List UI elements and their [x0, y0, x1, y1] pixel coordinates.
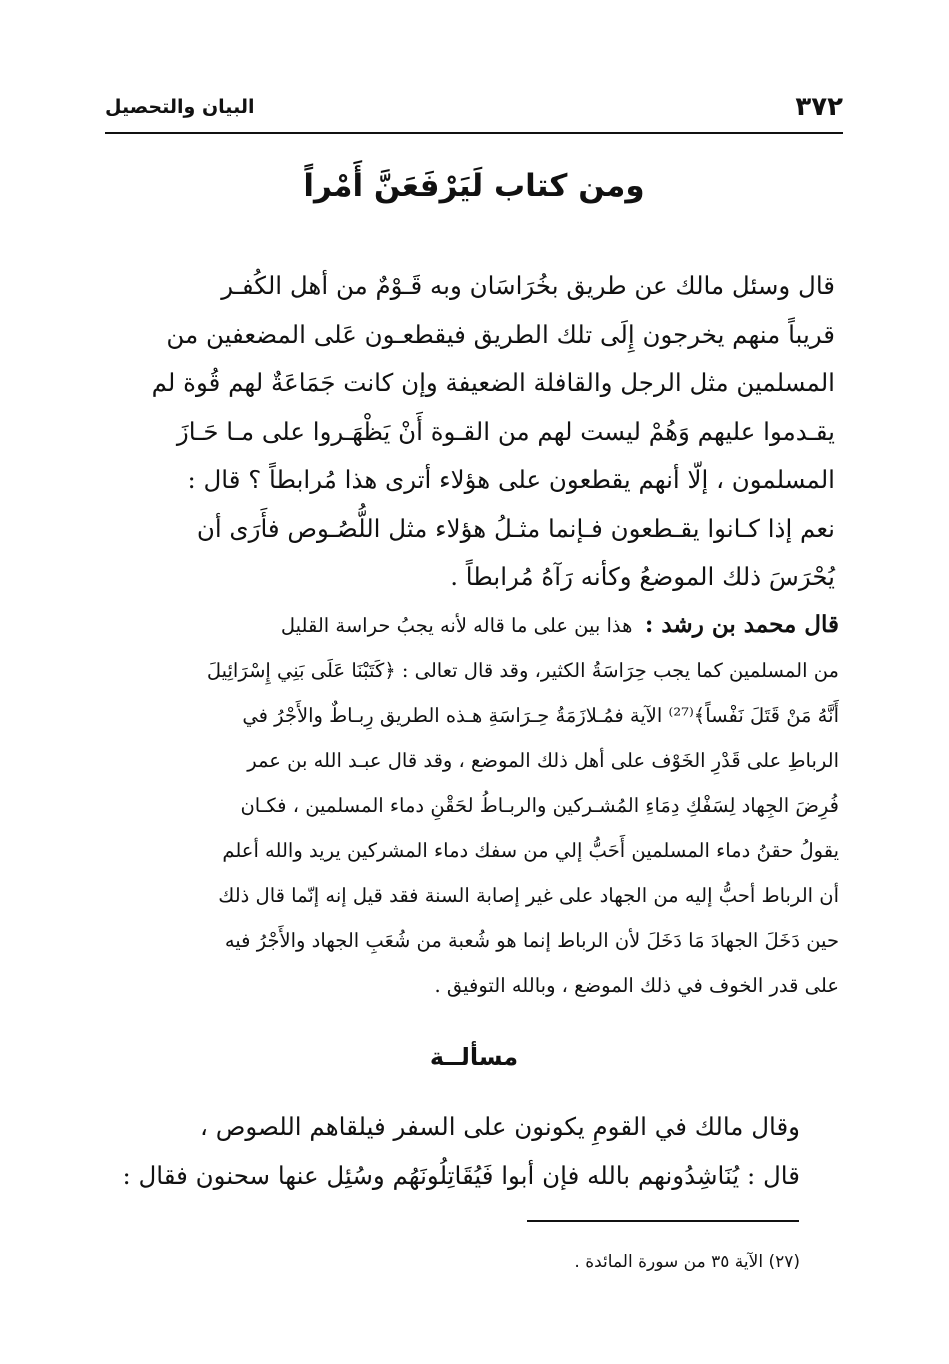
text-line: المسلمون ، إلّا أنهم يقطعون على هؤلاء أترى هذا مُرابطاً ؟ قال :: [187, 465, 835, 494]
text-line: قال وسئل مالك عن طريق بخُرَاسَان وبه قَـوْمٌ من أهل الكُفـر: [221, 271, 835, 300]
text-line: من المسلمين كما يجب حِرَاسَةُ الكثير، وقد قال تعالى : ﴿كَتَبْنَا عَلَى بَنِي إِسْرَائِيلَ: [206, 659, 839, 682]
text-line: أَنَّهُ مَنْ قَتَلَ نَفْساً﴾⁽²⁷⁾ الآية فمُـلازَمَةُ حِـرَاسَةِ هـذه الطريق رِبـاطٌ والأَجْرُ في: [242, 704, 839, 727]
text-line: [103, 602, 839, 648]
text-line: المسلمين مثل الرجل والقافلة الضعيفة وإن كانت جَمَاعَةٌ لهم قُوة لم: [151, 368, 835, 397]
footnote-rule: [527, 1220, 799, 1222]
text-line: أن الرباط أحبُّ إليه من الجهاد على غير إصابة السنة فقد قيل إنه إنّما قال ذلك: [218, 884, 839, 907]
text-line: فُرِضَ الجِهاد لِسَفْكِ دِمَاءِ المُشـركين والربـاطُ لحَقْنِ دماء المسلمين ، فكـان: [240, 794, 839, 817]
commentary-lead: قال محمد بن رشد :: [644, 611, 839, 638]
text-line: حين دَخَلَ الجهادَ مَا دَخَلَ لأن الرباط إنما هو شُعبة من شُعَبِ الجهاد والأَجْرُ فيه: [224, 929, 839, 952]
text-line: قال : يُنَاشِدُونهم بالله فإن أبوا فَيُقَاتِلُونَهُم وسُئِل عنها سحنون فقال :: [122, 1160, 800, 1190]
page-number: ٣٧٢: [795, 92, 843, 122]
text-line: يقـدموا عليهم وَهُمْ ليست لهم من القـوة أَنْ يَظْهَـروا على مـا حَـازَ: [176, 416, 835, 446]
text-line: الرباطِ على قَدْرِ الخَوْف على أهل ذلك الموضع ، وقد قال عبـد الله بن عمر: [247, 749, 839, 772]
chapter-title: ومن كتاب لَيَرْفَعَنَّ أَمْراً: [303, 168, 645, 204]
text-line: وقال مالك في القومِ يكونون على السفر فيلقاهم اللصوص ،: [200, 1112, 800, 1141]
paragraph-commentary: [103, 602, 839, 1008]
page-header: [105, 92, 843, 130]
commentary-first-line: هذا بين على ما قاله لأنه يجبُ حراسة القليل: [280, 614, 633, 637]
paragraph-question: [108, 262, 835, 602]
text-line: على قدر الخوف في ذلك الموضع ، وبالله التوفيق .: [434, 974, 839, 997]
text-line: يقولُ حقنُ دماء المسلمين أَحَبُّ إلي من سفك دماء المشركين يريد والله أعلم: [222, 839, 839, 862]
paragraph-issue: [108, 1103, 800, 1200]
text-line: يُحْرَسَ ذلك الموضعُ وكأنه رَآهُ مُرابطاً .: [450, 562, 835, 591]
section-heading: مسألــة: [429, 1043, 519, 1071]
header-rule: [105, 132, 843, 134]
footnote: (٢٧) الآية ٣٥ من سورة المائدة .: [574, 1252, 800, 1272]
text-line: قريباً منهم يخرجون إِلَى تلك الطريق فيقطعـون عَلى المضعفين من: [166, 319, 835, 349]
text-line: نعم إذا كـانوا يقـطعون فـإنما مثـلُ هؤلاء مثل اللُّصُـوص فأَرَى أن: [196, 513, 835, 543]
running-title: البيان والتحصيل: [105, 96, 255, 118]
